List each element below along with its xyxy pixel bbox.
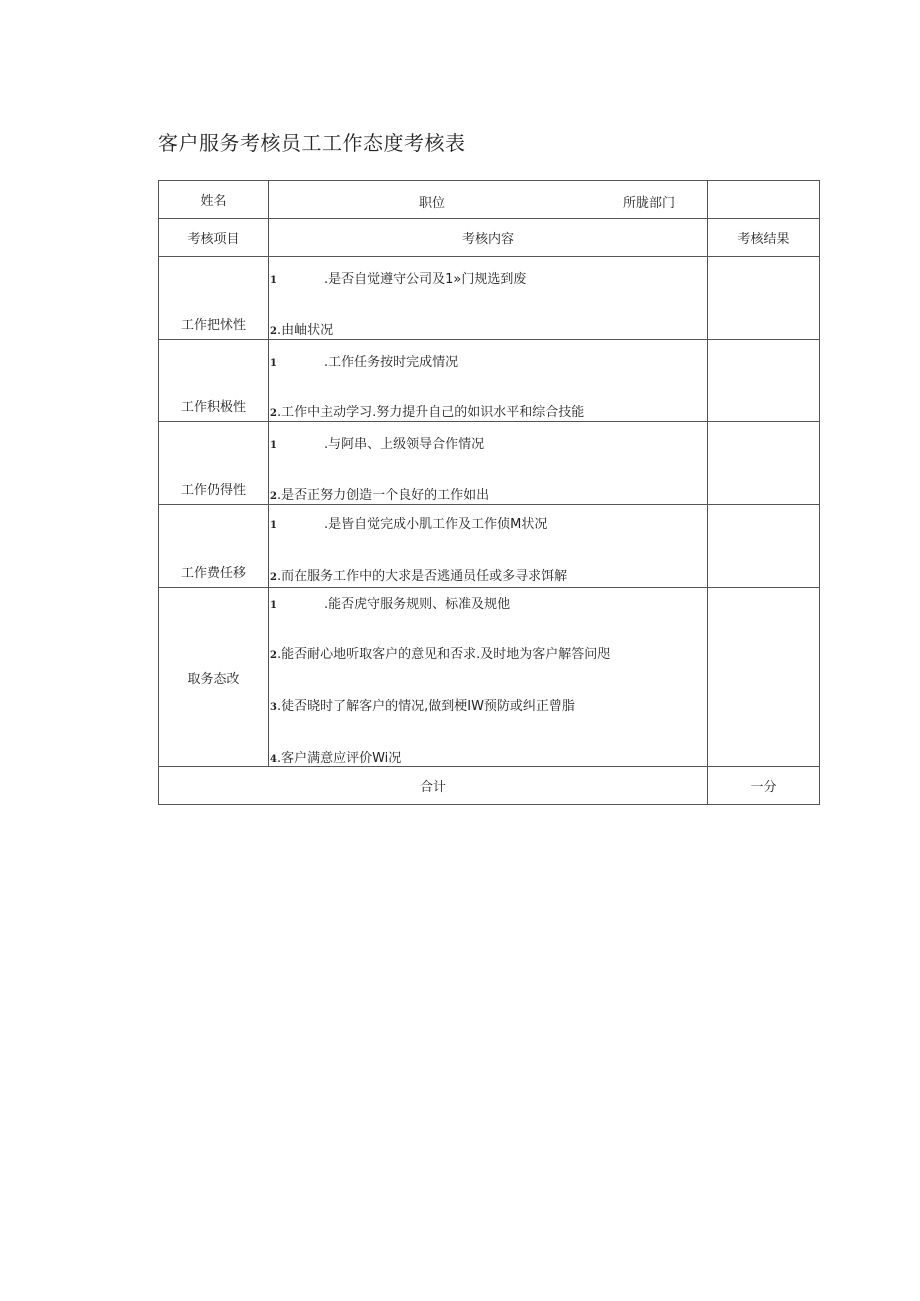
content-item: 4.客户满意应评价Wi况: [270, 751, 402, 766]
table-row: [159, 340, 820, 422]
content-item: 1 .工作任务按时完成情况: [270, 355, 459, 370]
content-cell: [269, 422, 708, 505]
content-cell: [269, 340, 708, 422]
result-cell[interactable]: [708, 257, 820, 340]
category-cell: 工作费任移: [159, 505, 269, 588]
assessment-table: [158, 180, 820, 805]
content-item: 1 .与阿串、上级领导合作情况: [270, 437, 485, 452]
department-value-cell[interactable]: [708, 181, 820, 219]
page-title: 客户服务考核员工工作态度考核表: [158, 131, 466, 155]
result-cell[interactable]: [708, 588, 820, 767]
content-item: 2.而在服务工作中的大求是否逃通员任或多寻求饵解: [270, 569, 568, 584]
category-cell: 取务态改: [159, 588, 269, 767]
col-header-content: 考核内容: [269, 219, 708, 257]
table-row: [159, 588, 820, 767]
category-cell: 工作积极性: [159, 340, 269, 422]
total-label: 合计: [159, 767, 708, 805]
name-label: 姓名: [159, 181, 269, 219]
position-dept-cell: [269, 181, 708, 219]
category-cell: 工作把怵性: [159, 257, 269, 340]
content-cell: [269, 257, 708, 340]
position-label: 职位: [419, 196, 446, 211]
content-cell: [269, 588, 708, 767]
content-item: 1 .是皆自觉完成小肌工作及工作侦M状况: [270, 517, 548, 532]
result-cell[interactable]: [708, 422, 820, 505]
total-row: [159, 767, 820, 805]
result-cell[interactable]: [708, 505, 820, 588]
table-row: [159, 505, 820, 588]
content-item: 1 .是否自觉遵守公司及1»门规选到废: [270, 272, 527, 287]
department-label: 所胧部门: [623, 196, 676, 211]
col-header-result: 考核结果: [708, 219, 820, 257]
info-row: [159, 181, 820, 219]
content-item: 2.是否正努力创造一个良好的工作如出: [270, 488, 490, 503]
table-row: [159, 422, 820, 505]
content-item: 3.徒否晓时了解客户的情况,做到梗IW预防或纠正曾脂: [270, 699, 575, 714]
col-header-item: 考核项目: [159, 219, 269, 257]
total-score: 一分: [708, 767, 820, 805]
category-cell: 工作仍得性: [159, 422, 269, 505]
content-item: 2.能否耐心地听取客户的意见和否求.及时地为客户解答问咫: [270, 647, 611, 662]
content-item: 2.由岫状况: [270, 323, 334, 338]
table-row: [159, 257, 820, 340]
column-header-row: [159, 219, 820, 257]
content-item: 1 .能否虎守服务规则、标准及规他: [270, 597, 511, 612]
content-cell: [269, 505, 708, 588]
result-cell[interactable]: [708, 340, 820, 422]
content-item: 2.工作中主动学习.努力提升自己的如识水平和综合技能: [270, 405, 585, 420]
